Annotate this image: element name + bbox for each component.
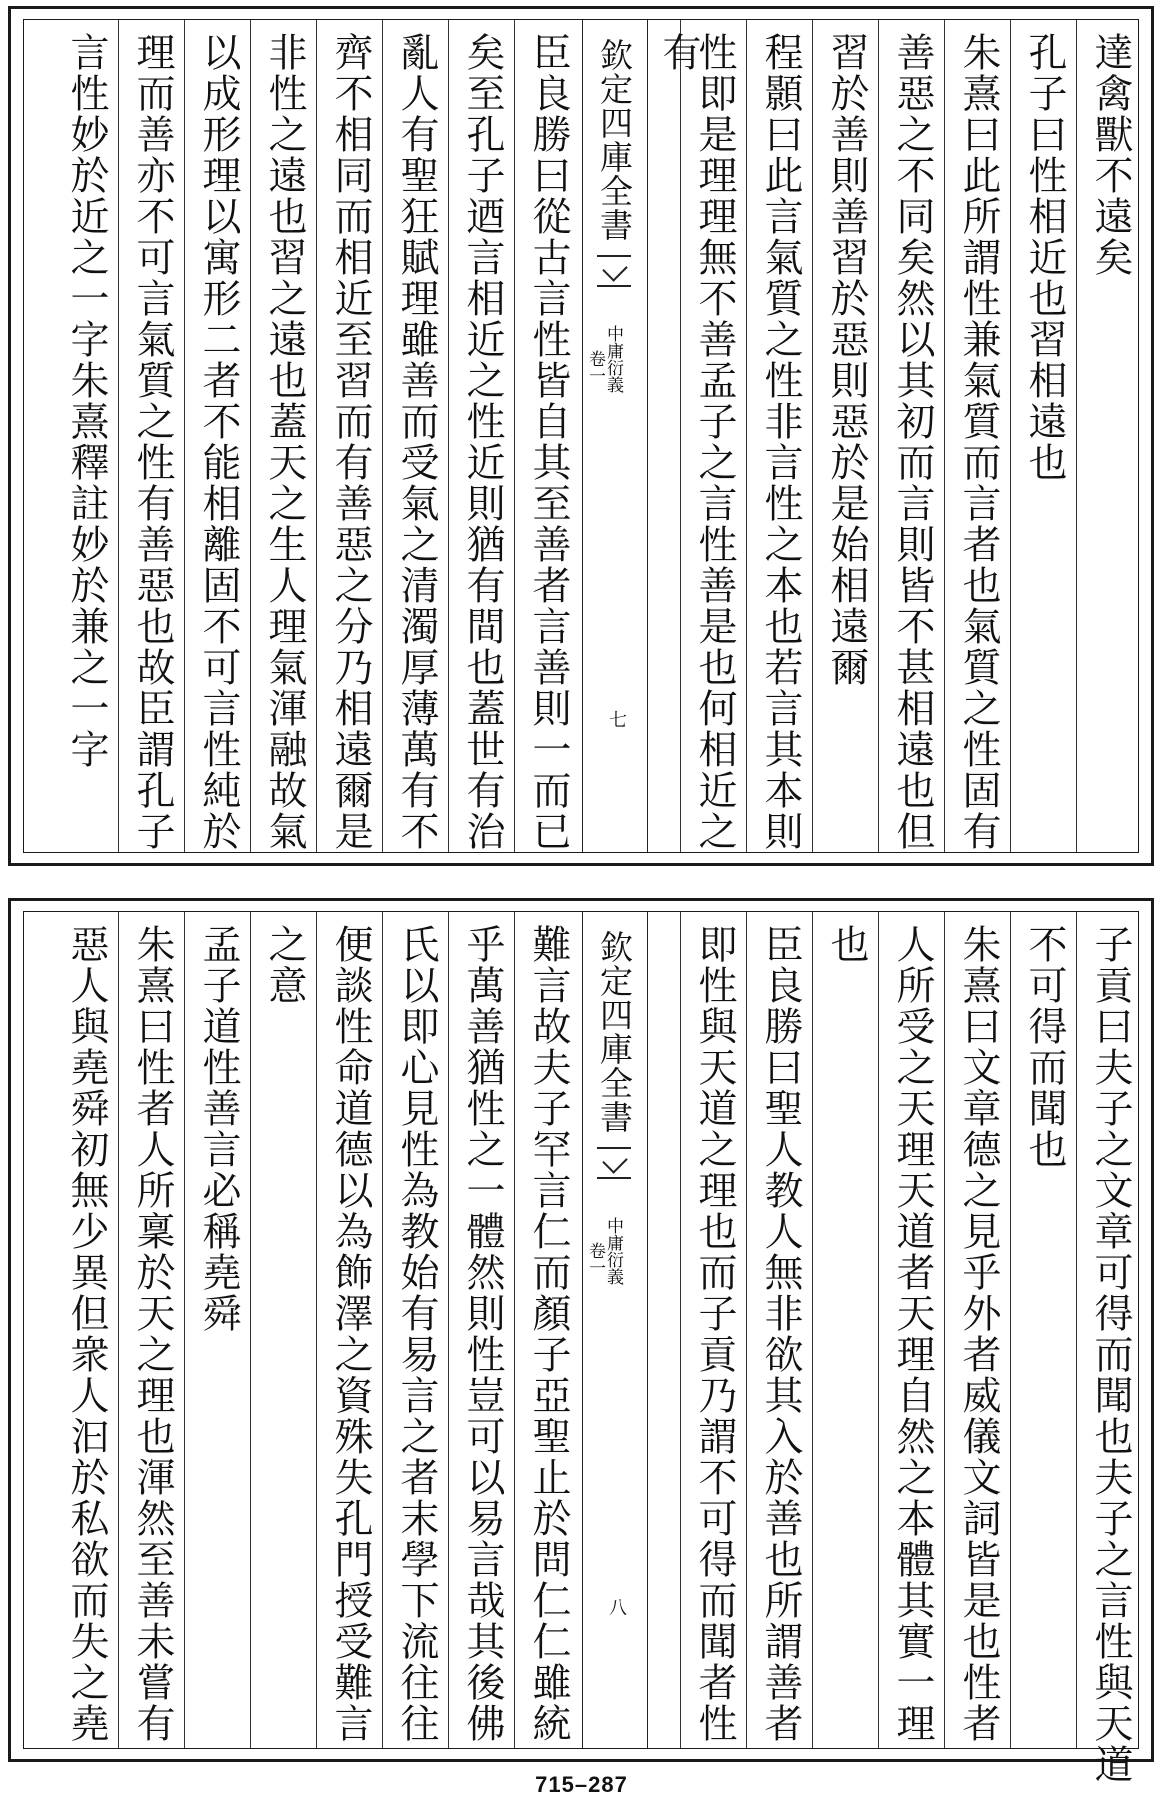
column-rule <box>746 912 747 1748</box>
book-title: 中庸衍義 <box>603 325 623 393</box>
column-rule <box>514 20 515 852</box>
text-column: 臣良勝曰聖人教人無非欲其入於善也所謂善者 <box>758 924 803 1744</box>
text-column: 即性與天道之理也而子貢乃謂不可得而聞者性 <box>692 924 737 1744</box>
text-column: 之意 <box>262 924 307 1006</box>
column-rule <box>382 912 383 1748</box>
column-rule <box>316 912 317 1748</box>
column-rule <box>1076 912 1077 1748</box>
text-column: 乎萬善猶性之一體然則性豈可以易言哉其後佛 <box>460 924 505 1744</box>
column-rule <box>448 20 449 852</box>
column-rule <box>680 912 681 1748</box>
column-rule <box>746 20 747 852</box>
text-column: 達禽獸不遠矣 <box>1088 32 1133 278</box>
top-page-frame <box>23 19 1139 853</box>
column-rule <box>184 20 185 852</box>
text-column: 非性之遠也習之遠也蓋天之生人理氣渾融故氣 <box>262 32 307 852</box>
column-rule <box>250 20 251 852</box>
text-column: 理而善亦不可言氣質之性有善惡也故臣謂孔子 <box>130 32 175 852</box>
page-number: 八 <box>606 1598 627 1616</box>
column-rule <box>514 912 515 1748</box>
text-column: 難言故夫子罕言仁而顏子亞聖止於問仁仁雖統 <box>526 924 571 1744</box>
column-rule <box>1076 20 1077 852</box>
column-rule <box>812 912 813 1748</box>
column-rule <box>118 912 119 1748</box>
text-column: 齊不相同而相近至習而有善惡之分乃相遠爾是 <box>328 32 373 852</box>
book-title: 中庸衍義 <box>603 1217 623 1285</box>
column-rule <box>448 912 449 1748</box>
column-rule <box>878 20 879 852</box>
text-column: 朱熹曰此所謂性兼氣質而言者也氣質之性固有 <box>956 32 1001 852</box>
fish-tail-mark <box>597 1147 631 1179</box>
column-rule <box>316 20 317 852</box>
text-column: 性即是理理無不善孟子之言性善是也何相近之 <box>692 32 737 852</box>
column-rule <box>944 20 945 852</box>
text-column: 氏以即心見性為教始有易言之者末學下流往往 <box>394 924 439 1744</box>
volume-label: 卷一 <box>585 1242 605 1276</box>
top-page <box>8 6 1154 866</box>
column-rule <box>382 20 383 852</box>
text-column: 以成形理以寓形二者不能相離固不可言性純於 <box>196 32 241 852</box>
fish-tail-mark <box>597 255 631 287</box>
text-column: 有 <box>656 32 701 73</box>
text-column: 言性妙於近之一字朱熹釋註妙於兼之一字 <box>64 32 109 770</box>
text-column: 朱熹曰文章德之見乎外者威儀文詞皆是也性者 <box>956 924 1001 1744</box>
catalog-number: 715–287 <box>535 1772 628 1797</box>
column-rule <box>118 20 119 852</box>
column-rule <box>944 912 945 1748</box>
text-column: 習於善則善習於惡則惡於是始相遠爾 <box>824 32 869 688</box>
column-rule <box>250 912 251 1748</box>
center-strip <box>582 20 648 852</box>
text-column: 善惡之不同矣然以其初而言則皆不甚相遠也但 <box>890 32 935 852</box>
text-column: 孔子曰性相近也習相遠也 <box>1022 32 1067 483</box>
text-column: 朱熹曰性者人所稟於天之理也渾然至善未嘗有 <box>130 924 175 1744</box>
text-column: 便談性命道德以為飾澤之資殊失孔門授受難言 <box>328 924 373 1744</box>
text-column: 程顥曰此言氣質之性非言性之本也若言其本則 <box>758 32 803 852</box>
volume-label: 卷一 <box>585 350 605 384</box>
center-strip <box>582 912 648 1748</box>
collection-title: 欽定四庫全書 <box>595 38 634 242</box>
text-column: 孟子道性善言必稱堯舜 <box>196 924 241 1334</box>
text-column: 子貢曰夫子之文章可得而聞也夫子之言性與天道 <box>1088 924 1133 1785</box>
collection-title: 欽定四庫全書 <box>595 930 634 1134</box>
column-rule <box>1010 20 1011 852</box>
column-rule <box>812 20 813 852</box>
column-rule <box>1010 912 1011 1748</box>
text-column: 惡人與堯舜初無少異但衆人汩於私欲而失之堯 <box>64 924 109 1744</box>
text-column: 也 <box>824 924 869 965</box>
text-column: 人所受之天理天道者天理自然之本體其實一理 <box>890 924 935 1744</box>
column-rule <box>184 912 185 1748</box>
text-column: 亂人有聖狂賦理雖善而受氣之清濁厚薄萬有不 <box>394 32 439 852</box>
text-column: 臣良勝曰從古言性皆自其至善者言善則一而已 <box>526 32 571 852</box>
text-column: 矣至孔子迺言相近之性近則猶有間也蓋世有治 <box>460 32 505 852</box>
text-column: 不可得而聞也 <box>1022 924 1067 1170</box>
column-rule <box>878 912 879 1748</box>
page-number: 七 <box>606 710 627 728</box>
